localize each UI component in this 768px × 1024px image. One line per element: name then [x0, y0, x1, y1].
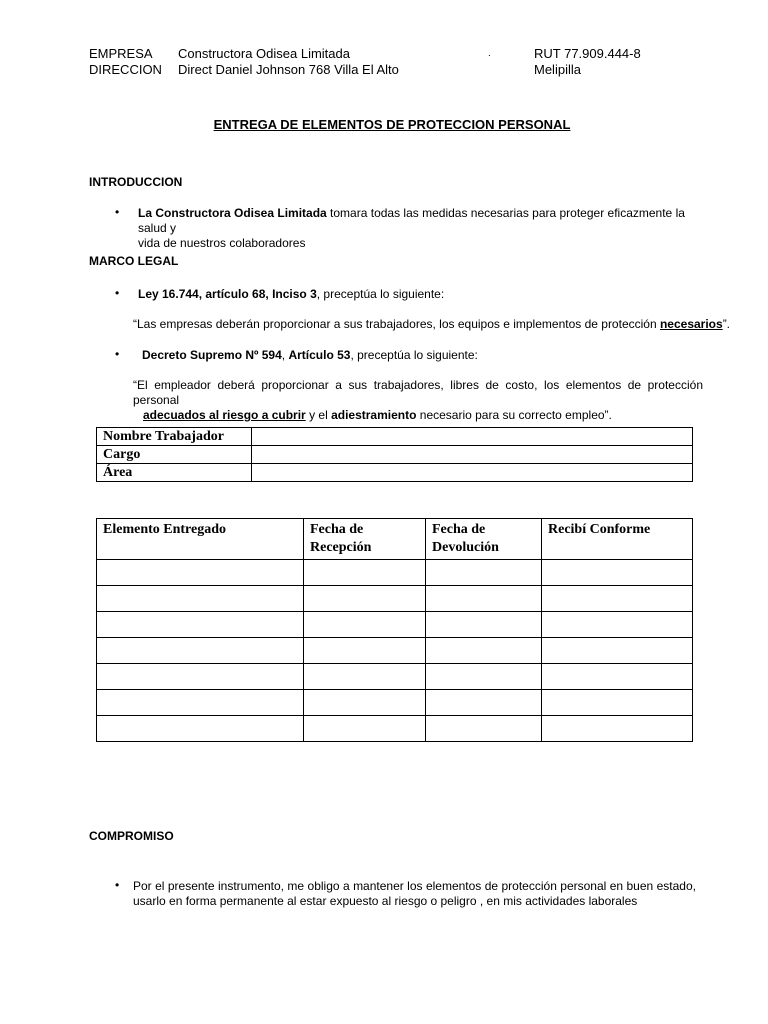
conforme-cell[interactable]: [542, 690, 693, 716]
elemento-cell[interactable]: [97, 716, 304, 742]
col-conforme-header: Recibí Conforme: [542, 519, 693, 560]
conforme-cell[interactable]: [542, 560, 693, 586]
conforme-cell[interactable]: [542, 716, 693, 742]
elemento-cell[interactable]: [97, 560, 304, 586]
items-table: [96, 518, 693, 742]
compromiso-heading: COMPROMISO: [89, 829, 174, 843]
area-label: Área: [97, 464, 252, 482]
table-row: [97, 716, 693, 742]
devolucion-cell[interactable]: [426, 664, 542, 690]
recepcion-cell[interactable]: [304, 612, 426, 638]
cargo-field[interactable]: [252, 446, 693, 464]
ciudad-value: Melipilla: [534, 62, 581, 77]
nombre-label: Nombre Trabajador: [97, 428, 252, 446]
table-row: [97, 446, 693, 464]
compromiso-paragraph: Por el presente instrumento, me obligo a mantener los elementos de protección personal en buen estado, usarlo en forma permanente al estar expuesto al riesgo o peligro , en mis actividades laborales: [133, 879, 696, 908]
empresa-value: Constructora Odisea Limitada: [178, 46, 350, 61]
devolucion-cell[interactable]: [426, 690, 542, 716]
table-row: [97, 560, 693, 586]
recepcion-cell[interactable]: [304, 638, 426, 664]
ley-paragraph: Ley 16.744, artículo 68, Inciso 3, preceptúa lo siguiente:: [138, 287, 445, 301]
elemento-cell[interactable]: [97, 612, 304, 638]
document-title: ENTREGA DE ELEMENTOS DE PROTECCION PERSONAL: [213, 117, 571, 132]
elemento-cell[interactable]: [97, 586, 304, 612]
table-row: [97, 638, 693, 664]
conforme-cell[interactable]: [542, 638, 693, 664]
worker-info-table: [96, 427, 693, 482]
table-row: [97, 664, 693, 690]
table-row: [97, 612, 693, 638]
marco-heading: MARCO LEGAL: [89, 254, 179, 268]
devolucion-cell[interactable]: [426, 612, 542, 638]
elemento-cell[interactable]: [97, 664, 304, 690]
table-row: [97, 464, 693, 482]
table-row: [97, 586, 693, 612]
devolucion-cell[interactable]: [426, 560, 542, 586]
header-dot: .: [488, 48, 491, 59]
quote-decreto: “El empleador deberá proporcionar a sus trabajadores, libres de costo, los elementos de protección personal adecuados al riesgo a cubrir y el adiestramiento necesario para su correcto empleo”.: [133, 378, 703, 422]
direccion-label: DIRECCION: [89, 62, 162, 77]
decreto-paragraph: Decreto Supremo Nº 594, Artículo 53, preceptúa lo siguiente:: [142, 348, 478, 362]
cargo-label: Cargo: [97, 446, 252, 464]
bullet-icon: •: [115, 347, 120, 361]
recepcion-cell[interactable]: [304, 586, 426, 612]
conforme-cell[interactable]: [542, 586, 693, 612]
recepcion-cell[interactable]: [304, 664, 426, 690]
table-header-row: [97, 519, 693, 560]
conforme-cell[interactable]: [542, 612, 693, 638]
direccion-value: Direct Daniel Johnson 768 Villa El Alto: [178, 62, 399, 77]
recepcion-cell[interactable]: [304, 560, 426, 586]
devolucion-cell[interactable]: [426, 586, 542, 612]
bullet-icon: •: [115, 286, 120, 300]
elemento-cell[interactable]: [97, 638, 304, 664]
recepcion-cell[interactable]: [304, 716, 426, 742]
recepcion-cell[interactable]: [304, 690, 426, 716]
intro-company: La Constructora Odisea Limitada: [138, 206, 327, 220]
empresa-label: EMPRESA: [89, 46, 153, 61]
intro-heading: INTRODUCCION: [89, 175, 183, 189]
col-elemento-header: Elemento Entregado: [97, 519, 304, 560]
col-recepcion-header: Fecha de Recepción: [304, 519, 426, 560]
devolucion-cell[interactable]: [426, 638, 542, 664]
bullet-icon: •: [115, 205, 120, 219]
table-row: [97, 690, 693, 716]
devolucion-cell[interactable]: [426, 716, 542, 742]
intro-paragraph: La Constructora Odisea Limitada tomara todas las medidas necesarias para proteger eficazmente la salud y vida de nuestros colaboradores: [138, 206, 685, 250]
quote-ley: “Las empresas deberán proporcionar a sus trabajadores, los equipos e implementos de protección necesarios”.: [133, 317, 731, 331]
col-devolucion-header: Fecha de Devolución: [426, 519, 542, 560]
elemento-cell[interactable]: [97, 690, 304, 716]
area-field[interactable]: [252, 464, 693, 482]
conforme-cell[interactable]: [542, 664, 693, 690]
bullet-icon: •: [115, 878, 120, 892]
rut-value: RUT 77.909.444-8: [534, 46, 641, 61]
table-row: [97, 428, 693, 446]
nombre-field[interactable]: [252, 428, 693, 446]
